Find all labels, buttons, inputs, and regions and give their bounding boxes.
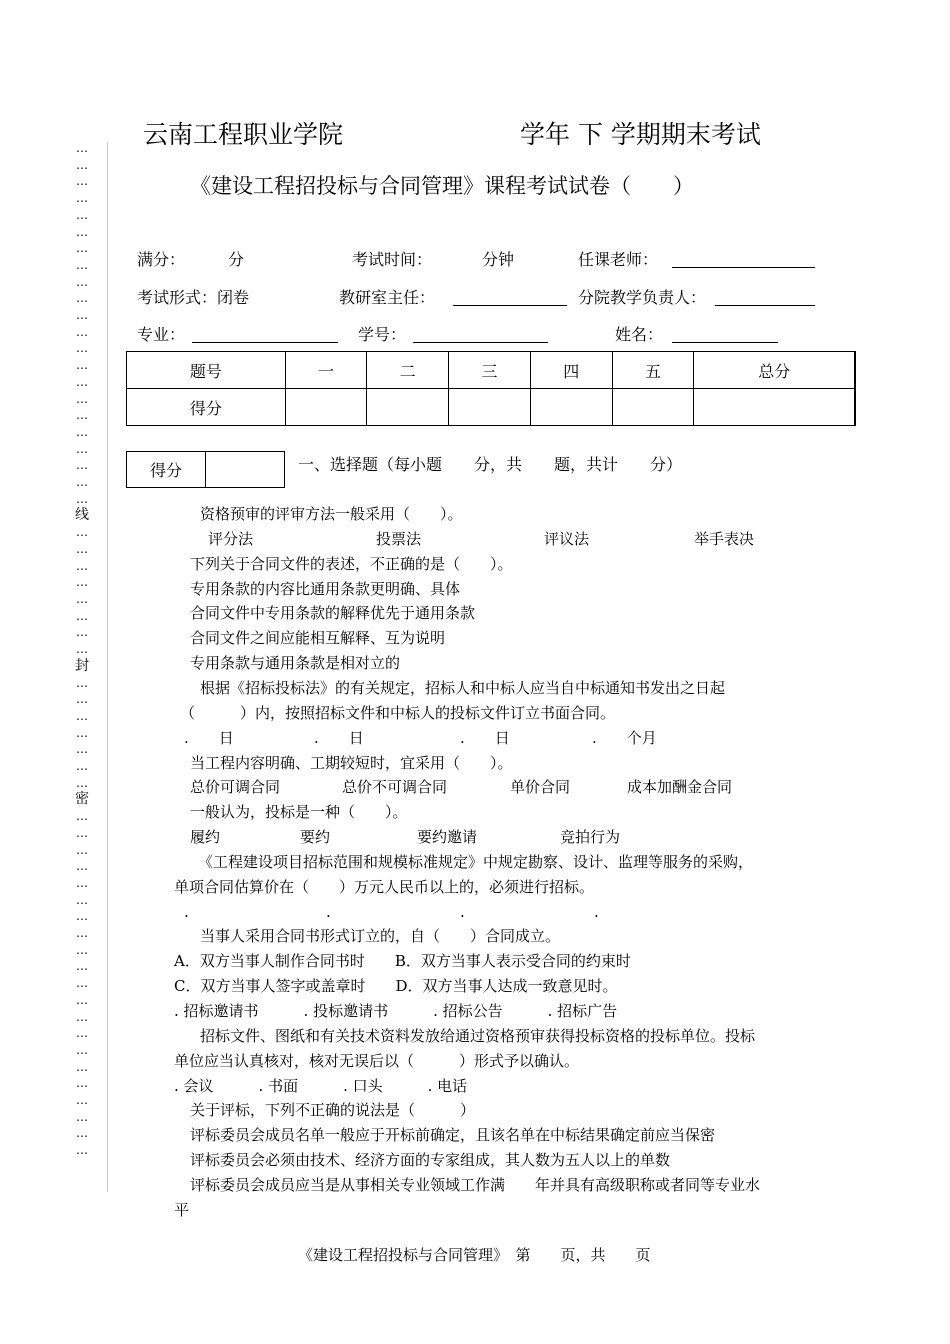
- margin-dot: …: [76, 992, 88, 1007]
- section-score-input[interactable]: [206, 452, 285, 488]
- margin-dot: …: [76, 759, 88, 774]
- question-option: 履约: [190, 828, 221, 846]
- score-table: [126, 351, 856, 426]
- margin-dot: …: [76, 742, 88, 757]
- section-score-box: [126, 451, 285, 488]
- margin-dot: …: [76, 424, 88, 439]
- margin-dot: …: [76, 174, 88, 189]
- score-header-cell: 二: [367, 352, 449, 389]
- section-score-label: 得分: [127, 452, 206, 488]
- major-field[interactable]: [192, 324, 338, 343]
- margin-dot: …: [76, 374, 88, 389]
- score-header-cell: 总分: [694, 352, 855, 389]
- director-label: 教研室主任：: [339, 288, 436, 307]
- margin-dot: …: [76, 675, 88, 690]
- score-header-cell: 三: [449, 352, 531, 389]
- margin-label-label_line: 线: [75, 507, 89, 524]
- question-line: C．双方当事人签字或盖章时 D．双方当事人达成一致意见时。: [174, 977, 618, 995]
- question-option: 竞拍行为: [560, 828, 621, 846]
- course-title: 《建设工程招投标与合同管理》课程考试试卷（ ）: [190, 174, 694, 198]
- margin-dot: …: [76, 341, 88, 356]
- binding-margin: [70, 140, 94, 1159]
- margin-dot: …: [76, 358, 88, 373]
- margin-dot: …: [76, 775, 88, 790]
- student-id-field[interactable]: [413, 324, 548, 343]
- margin-dot: …: [76, 391, 88, 406]
- score-input-cell[interactable]: [367, 389, 449, 426]
- question-line: 合同文件中专用条款的解释优先于通用条款: [190, 604, 476, 622]
- margin-dot: …: [76, 692, 88, 707]
- student-id-label: 学号：: [358, 325, 407, 344]
- question-option: 单价合同: [510, 778, 571, 796]
- dean-field[interactable]: [715, 287, 815, 306]
- full-score-label: 满分：: [137, 250, 186, 269]
- margin-dot: …: [76, 475, 88, 490]
- margin-dot: …: [76, 207, 88, 222]
- margin-dot: …: [76, 875, 88, 890]
- score-input-cell[interactable]: [285, 389, 367, 426]
- margin-dot: …: [76, 1109, 88, 1124]
- margin-dot: …: [76, 976, 88, 991]
- question-line: . 会议 . 书面 . 口头 . 电话: [174, 1077, 468, 1095]
- margin-dot: …: [76, 642, 88, 657]
- question-line: 资格预审的评审方法一般采用（ ）。: [200, 505, 463, 523]
- score-input-cell[interactable]: [530, 389, 612, 426]
- question-option: .: [460, 903, 465, 921]
- margin-dot: …: [76, 608, 88, 623]
- question-line: 《工程建设项目招标范围和规模标准规定》中规定勘察、设计、监理等服务的采购，: [198, 853, 754, 871]
- question-line: 招标文件、图纸和有关技术资料发放给通过资格预审获得投标资格的投标单位。投标: [200, 1027, 756, 1045]
- margin-dot: …: [76, 1143, 88, 1158]
- question-option: 成本加酬金合同: [627, 778, 733, 796]
- margin-dot: …: [76, 324, 88, 339]
- margin-dot: …: [76, 942, 88, 957]
- director-field[interactable]: [453, 287, 567, 306]
- question-line: 平: [174, 1201, 190, 1219]
- question-option: 要约: [300, 828, 331, 846]
- margin-dot: …: [76, 1042, 88, 1057]
- question-option: . 个月: [592, 729, 657, 747]
- question-line: 评标委员会成员应当是从事相关专业领域工作满 年并具有高级职称或者同等专业水: [190, 1176, 761, 1194]
- question-line: 单项合同估算价在（ ）万元人民币以上的，必须进行招标。: [174, 878, 595, 896]
- score-input-cell[interactable]: [449, 389, 531, 426]
- major-label: 专业：: [137, 325, 186, 344]
- margin-dot: …: [76, 708, 88, 723]
- exam-form-label: 考试形式：闭卷: [137, 288, 250, 307]
- teacher-field[interactable]: [672, 249, 815, 268]
- question-line: 单位应当认真核对，核对无误后以（ ）形式予以确认。: [174, 1052, 580, 1070]
- margin-dot: …: [76, 909, 88, 924]
- score-header-cell: 五: [612, 352, 694, 389]
- margin-dot: …: [76, 491, 88, 506]
- margin-dot: …: [76, 892, 88, 907]
- margin-dot: …: [76, 825, 88, 840]
- margin-dot: …: [76, 274, 88, 289]
- score-input-cell[interactable]: [694, 389, 855, 426]
- question-option: . 日: [314, 729, 364, 747]
- question-option: .: [594, 903, 599, 921]
- margin-rule: [107, 142, 108, 1192]
- question-line: 关于评标，下列不正确的说法是（ ）: [190, 1101, 476, 1119]
- margin-dot: …: [76, 141, 88, 155]
- exam-time-unit: 分钟: [482, 250, 515, 269]
- question-option: 评议法: [544, 530, 590, 548]
- teacher-label: 任课老师：: [578, 250, 659, 269]
- margin-dot: …: [76, 525, 88, 540]
- exam-time-label: 考试时间：: [352, 250, 433, 269]
- margin-dot: …: [76, 809, 88, 824]
- margin-dot: …: [76, 859, 88, 874]
- question-option: 要约邀请: [417, 828, 478, 846]
- margin-dot: …: [76, 241, 88, 256]
- margin-dot: …: [76, 291, 88, 306]
- margin-dot: …: [76, 1026, 88, 1041]
- section-title: 一、选择题（每小题 分，共 题，共计 分）: [298, 455, 683, 474]
- margin-dot: …: [76, 842, 88, 857]
- question-line: 当事人采用合同书形式订立的，自（ ）合同成立。: [200, 927, 561, 945]
- margin-label-label_secret: 密: [75, 791, 89, 808]
- margin-label-label_seal: 封: [75, 657, 89, 674]
- margin-dot: …: [76, 191, 88, 206]
- question-line: 下列关于合同文件的表述，不正确的是（ ）。: [190, 555, 513, 573]
- dean-label: 分院教学负责人：: [578, 288, 707, 307]
- margin-dot: …: [76, 558, 88, 573]
- margin-dot: …: [76, 1126, 88, 1141]
- score-header-cell: 题号: [127, 352, 286, 389]
- margin-dot: …: [76, 625, 88, 640]
- question-option: . 日: [184, 729, 234, 747]
- margin-dot: …: [76, 308, 88, 323]
- question-line: 专用条款的内容比通用条款更明确、具体: [190, 580, 461, 598]
- score-row-label: 得分: [127, 389, 286, 426]
- margin-dot: …: [76, 926, 88, 941]
- score-header-cell: 一: [285, 352, 367, 389]
- margin-dot: …: [76, 1059, 88, 1074]
- margin-dot: …: [76, 224, 88, 239]
- question-option: 评分法: [208, 530, 254, 548]
- question-line: 合同文件之间应能相互解释、互为说明: [190, 629, 446, 647]
- question-option: 总价可调合同: [190, 778, 281, 796]
- question-option: .: [326, 903, 331, 921]
- question-option: 总价不可调合同: [342, 778, 448, 796]
- question-line: 当工程内容明确、工期较短时，宜采用（ ）。: [190, 754, 513, 772]
- full-score-unit: 分: [228, 250, 245, 269]
- question-line: A．双方当事人制作合同书时 B．双方当事人表示受合同的约束时: [174, 952, 631, 970]
- margin-dot: …: [76, 441, 88, 456]
- question-option: 投票法: [376, 530, 422, 548]
- question-line: 专用条款与通用条款是相对立的: [190, 654, 401, 672]
- margin-dot: …: [76, 408, 88, 423]
- question-line: 评标委员会成员名单一般应于开标前确定，且该名单在中标结果确定前应当保密: [190, 1126, 716, 1144]
- score-table-score-row: [127, 389, 856, 426]
- margin-dot: …: [76, 1076, 88, 1091]
- margin-dot: …: [76, 458, 88, 473]
- question-line: 评标委员会必须由技术、经济方面的专家组成，其人数为五人以上的单数: [190, 1151, 671, 1169]
- question-option: . 日: [460, 729, 510, 747]
- margin-dot: …: [76, 725, 88, 740]
- margin-dot: …: [76, 1093, 88, 1108]
- question-line: 根据《招标投标法》的有关规定，招标人和中标人应当自中标通知书发出之日起: [200, 679, 726, 697]
- margin-dot: …: [76, 591, 88, 606]
- name-field[interactable]: [672, 324, 778, 343]
- margin-dot: …: [76, 959, 88, 974]
- margin-dot: …: [76, 1009, 88, 1024]
- question-line: 一般认为，投标是一种（ ）。: [190, 803, 408, 821]
- term-title: 学年 下 学期期末考试: [520, 120, 761, 149]
- page-footer: 《建设工程招投标与合同管理》 第 页，共 页: [298, 1246, 651, 1264]
- question-option: 举手表决: [694, 530, 755, 548]
- school-name: 云南工程职业学院: [143, 120, 344, 149]
- score-table-header-row: [127, 352, 856, 389]
- question-option: .: [184, 903, 189, 921]
- margin-dot: …: [76, 157, 88, 172]
- question-line: . 招标邀请书 . 投标邀请书 . 招标公告 . 招标广告: [174, 1002, 618, 1020]
- score-header-cell: 四: [530, 352, 612, 389]
- score-input-cell[interactable]: [612, 389, 694, 426]
- margin-dot: …: [76, 575, 88, 590]
- margin-dot: …: [76, 257, 88, 272]
- name-label: 姓名：: [615, 325, 664, 344]
- question-line: （ ）内，按照招标文件和中标人的投标文件订立书面合同。: [180, 704, 616, 722]
- margin-dot: …: [76, 541, 88, 556]
